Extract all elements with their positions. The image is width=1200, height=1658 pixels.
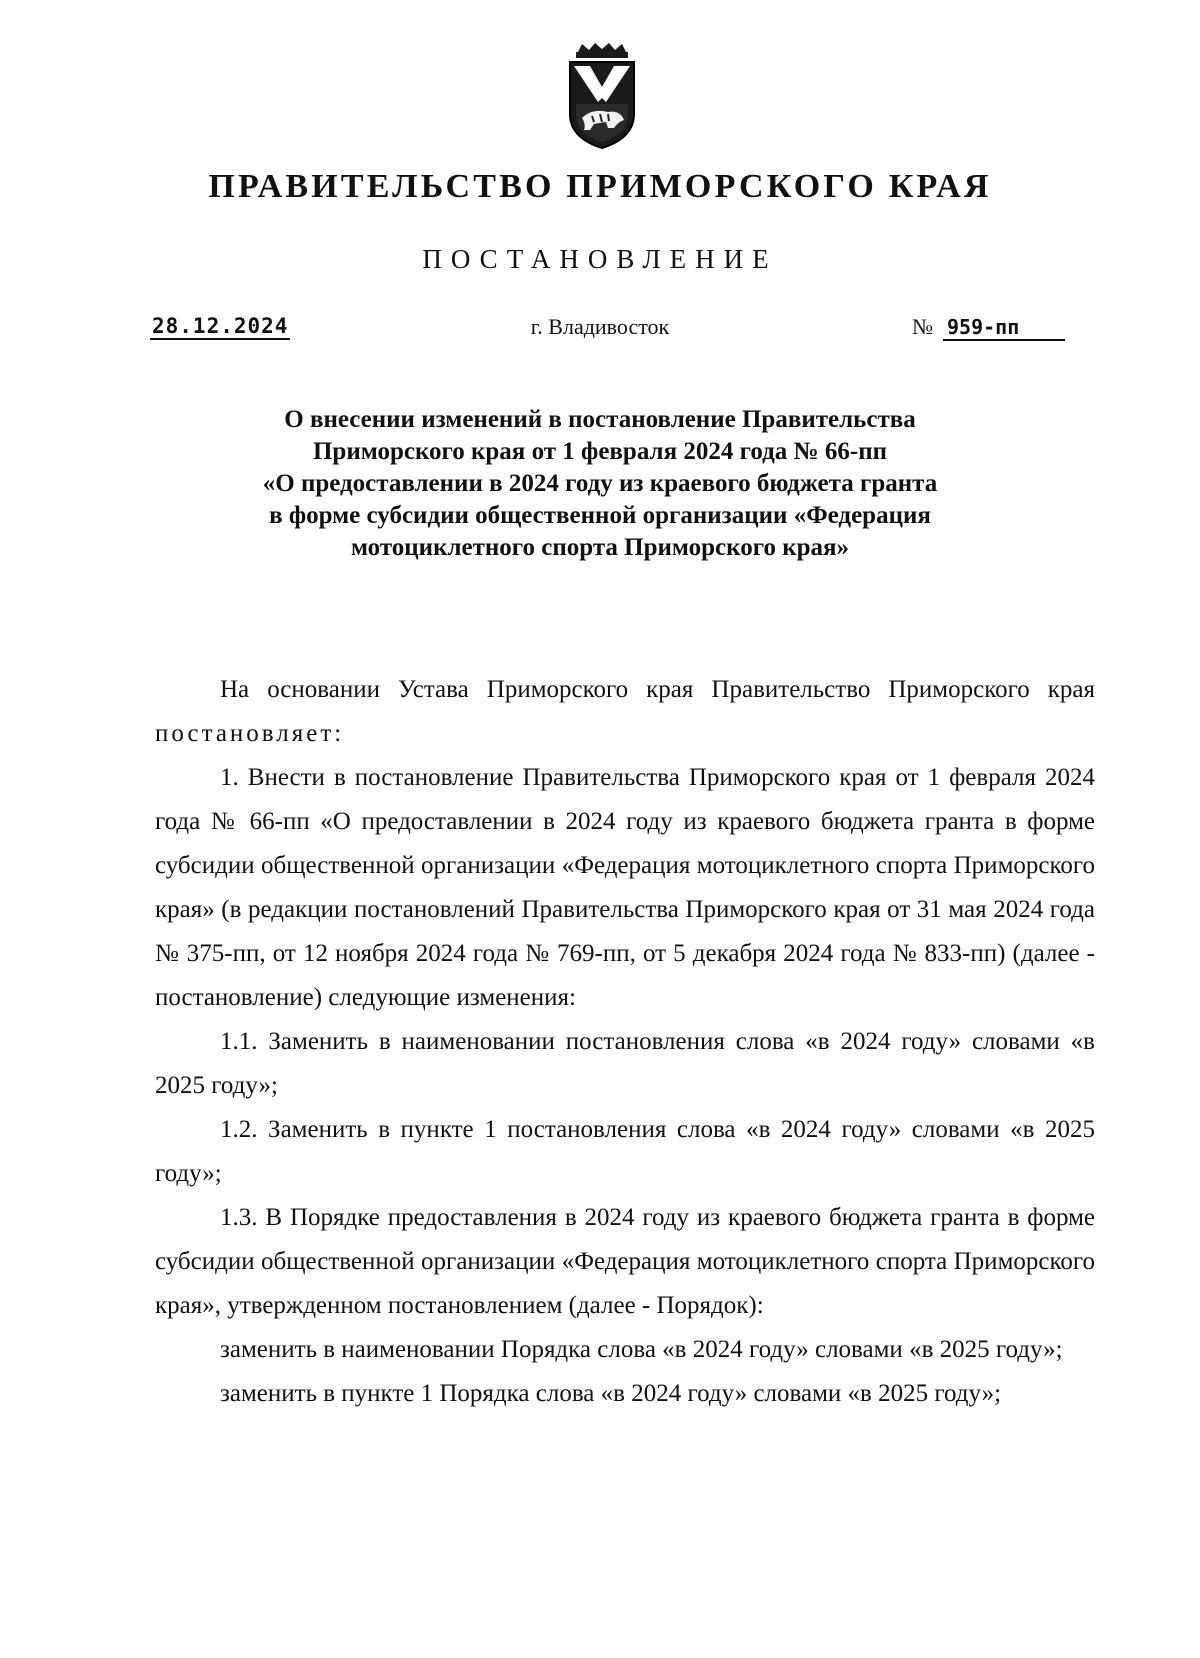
heading-line: «О предоставлении в 2024 году из краевого бюджета гранта	[262, 470, 938, 497]
document-city: г. Владивосток	[530, 314, 670, 339]
item-1-2-paragraph: 1.2. Заменить в пункте 1 постановления слова «в 2024 году» словами «в 2025 году»;	[155, 1116, 1095, 1187]
item-1-1-paragraph: 1.1. Заменить в наименовании постановления слова «в 2024 году» словами «в 2025 году»;	[155, 1028, 1095, 1099]
organization-title: ПРАВИТЕЛЬСТВО ПРИМОРСКОГО КРАЯ	[208, 168, 992, 205]
preamble-paragraph	[155, 668, 1095, 756]
heading-line: в форме субсидии общественной организации «Федерация	[269, 502, 931, 529]
document-date: 28.12.2024	[152, 314, 289, 338]
document-type: ПОСТАНОВЛЕНИЕ	[422, 244, 778, 274]
heading-line: Приморского края от 1 февраля 2024 года № 66-пп	[312, 438, 888, 465]
document-number	[912, 314, 1065, 341]
preamble-text: На основании Устава Приморского края Правительство Приморского края	[220, 676, 1095, 703]
coat-of-arms-icon	[562, 42, 642, 152]
sub-item-paragraph: заменить в наименовании Порядка слова «в 2024 году» словами «в 2025 году»;	[220, 1336, 1063, 1363]
number-sign: №	[912, 314, 933, 339]
document-body	[155, 668, 1095, 1416]
document-heading	[170, 404, 1030, 564]
sub-item-paragraph: заменить в пункте 1 Порядка слова «в 2024 году» словами «в 2025 году»;	[220, 1380, 1002, 1407]
number-value: 959-пп	[943, 315, 1065, 341]
item-1-paragraph: 1. Внести в постановление Правительства Приморского края от 1 февраля 2024 года № 66-пп «О предоставлении в 2024 году из краевого бюджета гранта в форме субсидии общественной организации «Федерация мотоциклетного спорта Приморского края» (в редакции постановлений Правительства Приморского края от 31 мая 2024 года № 375-пп, от 12 ноября 2024 года № 769-пп, от 5 декабря 2024 года № 833-пп) (далее - постановление) следующие изменения:	[155, 764, 1095, 1011]
item-1-3-paragraph: 1.3. В Порядке предоставления в 2024 году из краевого бюджета гранта в форме субсидии общественной организации «Федерация мотоциклетного спорта Приморского края», утвержденном постановлением (далее - Порядок):	[155, 1204, 1095, 1319]
heading-line: О внесении изменений в постановление Правительства	[284, 406, 916, 433]
document-meta-row	[0, 312, 1200, 352]
preamble-keyword: постановляет:	[155, 720, 345, 747]
heading-line: мотоциклетного спорта Приморского края»	[350, 534, 850, 561]
